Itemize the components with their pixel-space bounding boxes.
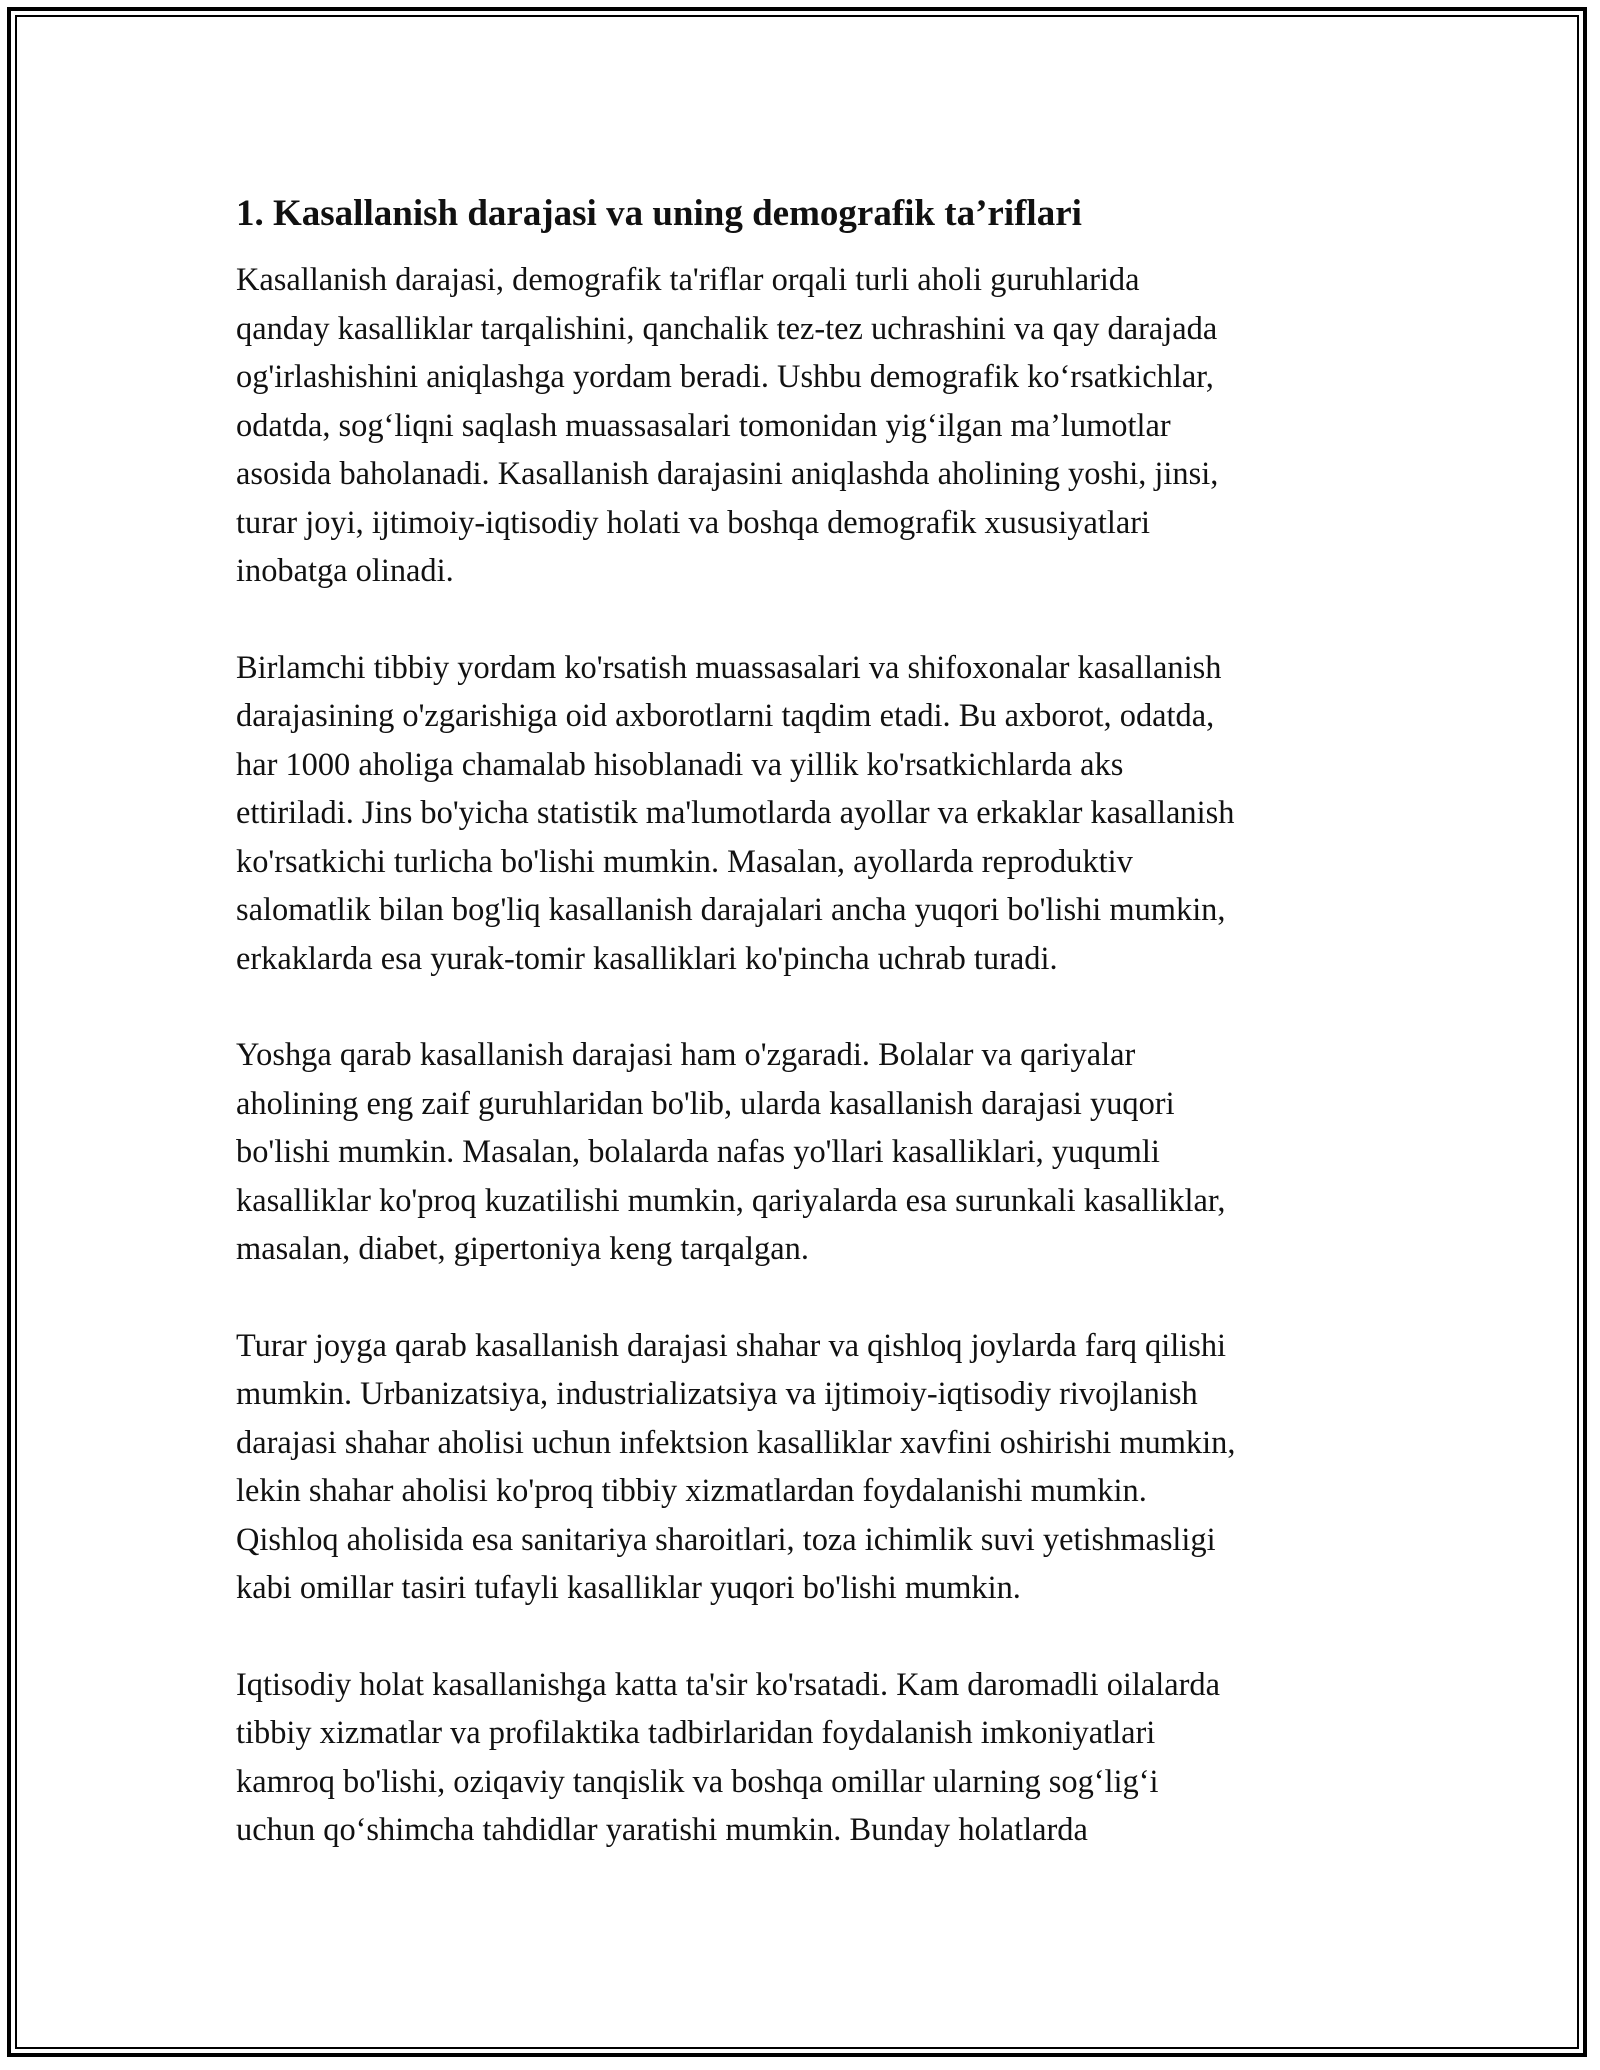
section-heading: 1. Kasallanish darajasi va uning demografik ta’riflari (236, 193, 1082, 234)
paragraph-5 (236, 1661, 1381, 1855)
text-line: Qishloq aholisida esa sanitariya sharoitlari, toza ichimlik suvi yetishmasligi (236, 1521, 1216, 1558)
text-line: Yoshga qarab kasallanish darajasi ham o'zgaradi. Bolalar va qariyalar (236, 1037, 1136, 1073)
text-line: uchun qo‘shimcha tahdidlar yaratishi mumkin. Bunday holatlarda (236, 1812, 1088, 1848)
text-line: Kasallanish darajasi, demografik ta'riflar orqali turli aholi guruhlarida (236, 262, 1140, 298)
text-line: darajasi shahar aholisi uchun infektsion kasalliklar xavfini oshirishi mumkin, (236, 1424, 1236, 1461)
text-line: mumkin. Urbanizatsiya, industrializatsiya va ijtimoiy-iqtisodiy rivojlanish (236, 1376, 1198, 1412)
text-line: asosida baholanadi. Kasallanish darajasini aniqlashda aholining yoshi, jinsi, (236, 456, 1219, 492)
paragraph-2 (236, 644, 1381, 984)
text-line: tibbiy xizmatlar va profilaktika tadbirlaridan foydalanish imkoniyatlari (236, 1715, 1156, 1751)
text-line: odatda, sog‘liqni saqlash muassasalari tomonidan yig‘ilgan ma’lumotlar (236, 407, 1171, 444)
text-line: ko'rsatkichi turlicha bo'lishi mumkin. Masalan, ayollarda reproduktiv (236, 843, 1133, 880)
text-line: ettiriladi. Jins bo'yicha statistik ma'lumotlarda ayollar va erkaklar kasallanish (236, 795, 1235, 831)
text-line: Birlamchi tibbiy yordam ko'rsatish muassasalari va shifoxonalar kasallanish (236, 649, 1222, 686)
paragraph-4 (236, 1322, 1381, 1613)
text-line: bo'lishi mumkin. Masalan, bolalarda nafas yo'llari kasalliklari, yuqumli (236, 1134, 1160, 1170)
text-line: har 1000 aholiga chamalab hisoblanadi va yillik ko'rsatkichlarda aks (236, 746, 1124, 783)
text-line: masalan, diabet, gipertoniya keng tarqalgan. (236, 1231, 809, 1267)
paragraph-3 (236, 1031, 1381, 1274)
text-line: Iqtisodiy holat kasallanishga katta ta'sir ko'rsatadi. Kam daromadli oilalarda (236, 1666, 1221, 1703)
text-line: kasalliklar ko'proq kuzatilishi mumkin, qariyalarda esa surunkali kasalliklar, (236, 1182, 1226, 1219)
text-line: Turar joyga qarab kasallanish darajasi shahar va qishloq joylarda farq qilishi (236, 1327, 1227, 1364)
text-line: darajasining o'zgarishiga oid axborotlarni taqdim etadi. Bu axborot, odatda, (236, 698, 1215, 734)
text-line: qanday kasalliklar tarqalishini, qanchalik tez-tez uchrashini va qay darajada (236, 310, 1218, 347)
text-line: aholining eng zaif guruhlaridan bo'lib, ularda kasallanish darajasi yuqori (236, 1085, 1175, 1122)
text-line: lekin shahar aholisi ko'proq tibbiy xizmatlardan foydalanishi mumkin. (236, 1473, 1147, 1509)
text-line: erkaklarda esa yurak-tomir kasalliklari ko'pincha uchrab turadi. (236, 940, 1058, 977)
document-body (236, 190, 1381, 1903)
text-line: salomatlik bilan bog'liq kasallanish darajalari ancha yuqori bo'lishi mumkin, (236, 892, 1226, 928)
text-line: inobatga olinadi. (236, 553, 454, 589)
text-line: turar joyi, ijtimoiy-iqtisodiy holati va boshqa demografik xususiyatlari (236, 504, 1150, 541)
paragraph-1 (236, 256, 1381, 596)
text-line: kabi omillar tasiri tufayli kasalliklar yuqori bo'lishi mumkin. (236, 1570, 1021, 1606)
text-line: kamroq bo'lishi, oziqaviy tanqislik va boshqa omillar ularning sog‘lig‘i (236, 1763, 1159, 1800)
text-line: og'irlashishini aniqlashga yordam beradi. Ushbu demografik ko‘rsatkichlar, (236, 359, 1214, 395)
